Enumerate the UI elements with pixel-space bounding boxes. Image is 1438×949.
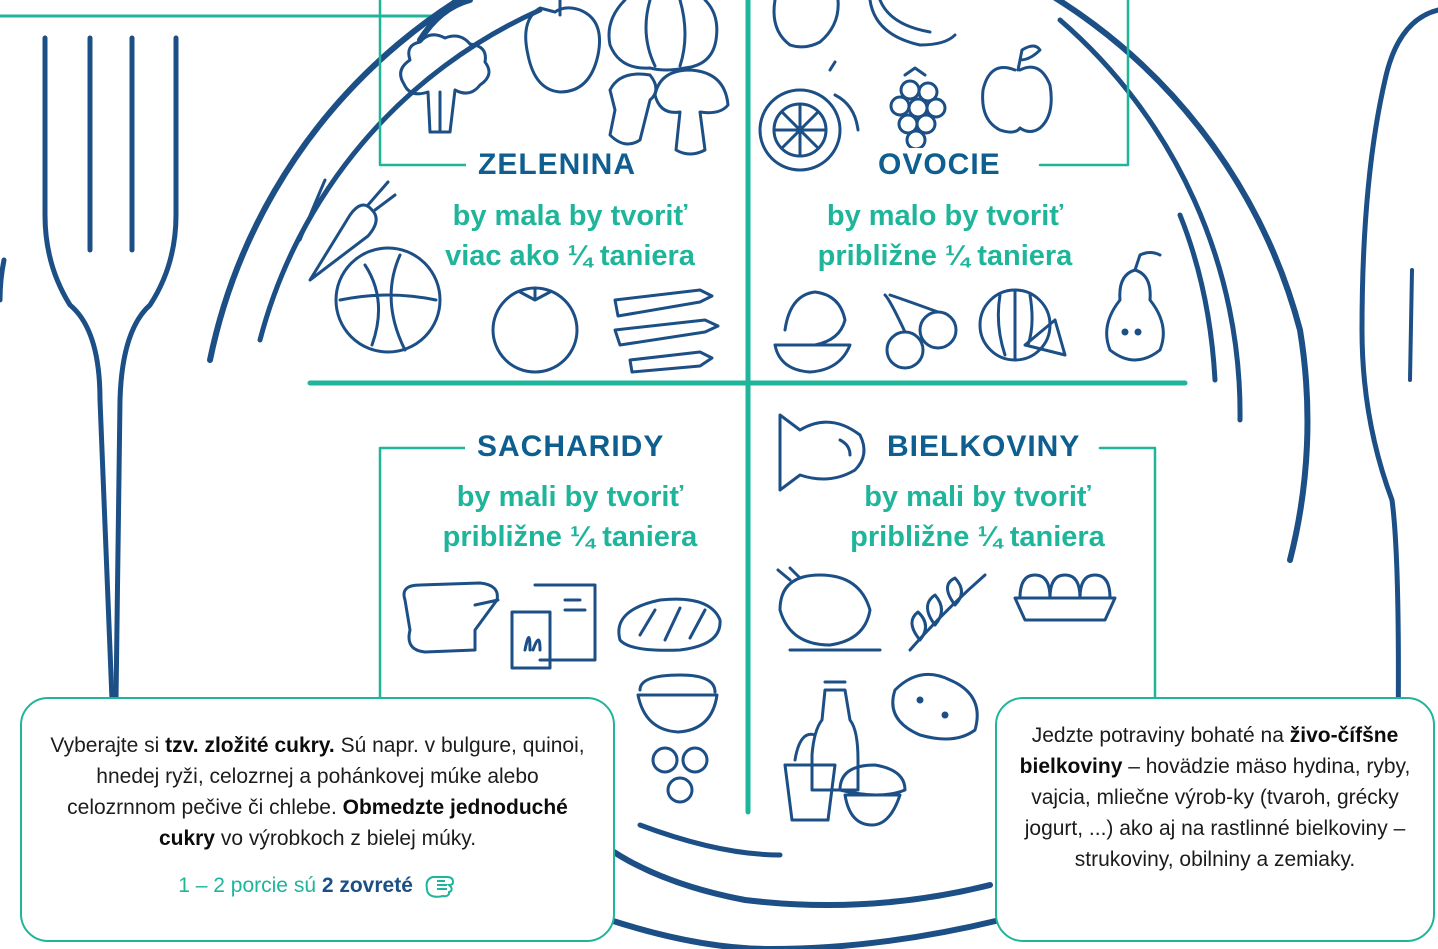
protein-text-1: Jedzte potraviny bohaté na xyxy=(1031,724,1290,747)
cherry-icon xyxy=(885,295,956,368)
carbs-info-box xyxy=(20,697,615,942)
bielkoviny-desc xyxy=(800,477,1155,557)
bielkoviny-line1: by mali by tvoriť xyxy=(864,481,1091,513)
protein-bold-1: živo-čífšne bielkoviny xyxy=(1019,724,1399,778)
carbs-portion-text: 1 – 2 porcie sú xyxy=(178,874,322,897)
cheese-icon xyxy=(785,734,905,825)
melon-icon xyxy=(980,290,1065,360)
sacharidy-line2: približne ¼ taniera xyxy=(442,521,698,553)
ovocie-line2: približne ¼ taniera xyxy=(817,240,1073,272)
eggs-icon xyxy=(1015,575,1115,620)
pumpkin-icon xyxy=(609,0,717,70)
orange-icon xyxy=(760,62,858,170)
protein-info-text xyxy=(1012,720,1418,875)
ovocie-desc xyxy=(770,196,1120,276)
potato-icon xyxy=(893,674,977,739)
blackberry-icon xyxy=(891,68,945,149)
sacharidy-line1: by mali by tvoriť xyxy=(456,481,684,513)
rice-bowl-icon xyxy=(638,675,717,732)
zelenina-line2: viac ako ¼ taniera xyxy=(445,240,695,272)
bielkoviny-title: BIELKOVINY xyxy=(875,430,1092,464)
carbs-portion xyxy=(42,870,593,901)
zelenina-line1: by mala by tvoriť xyxy=(452,200,688,232)
zelenina-title: ZELENINA xyxy=(466,148,648,182)
protein-text-2: – hovädzie mäso hydina, ryby, vajcia, mliečne výrob-ky (tvaroh, grécky jogurt, ...) ako aj na rastlinné bielkoviny – strukoviny, obilniny a zemiaky. xyxy=(1024,755,1411,871)
asparagus-icon xyxy=(615,290,718,372)
sacharidy-desc xyxy=(395,477,745,557)
strawberry-icon xyxy=(774,0,838,47)
apple-icon xyxy=(983,46,1052,132)
top-left-clipped-box xyxy=(0,0,455,16)
protein-info-box xyxy=(995,697,1435,942)
zelenina-desc xyxy=(400,196,740,276)
ovocie-title: OVOCIE xyxy=(866,148,1013,182)
bread-icon xyxy=(404,583,498,652)
pasta-icon xyxy=(653,748,707,802)
ovocie-line1: by malo by tvoriť xyxy=(826,200,1064,232)
bielkoviny-line2: približne ¼ taniera xyxy=(850,521,1105,553)
mushroom-icon xyxy=(610,70,728,154)
wheat-icon xyxy=(910,575,985,650)
baguette-icon xyxy=(619,599,720,650)
fork-icon xyxy=(0,38,176,700)
sacharidy-title: SACHARIDY xyxy=(465,430,676,464)
cereal-box-icon xyxy=(512,585,595,668)
carbs-text-3: vo výrobkoch z bielej múky. xyxy=(215,827,477,850)
carbs-text-1: Vyberajte si xyxy=(50,734,166,757)
carbs-text-2: Sú napr. v bulgure, quinoi, hnedej ryži, celozrnej a pohánkovej múke alebo celozrnnom pečive či chlebe. xyxy=(67,734,585,819)
tomato-icon xyxy=(493,288,577,372)
chicken-icon xyxy=(778,568,880,650)
carrot-icon xyxy=(300,180,395,280)
carbs-bold-2: Obmedzte jednoduché cukry xyxy=(158,796,568,850)
broccoli-icon xyxy=(401,35,489,132)
carbs-info-text xyxy=(42,730,593,854)
carbs-portion-bold: 2 zovreté xyxy=(321,874,413,897)
knife-edge xyxy=(1410,270,1412,380)
carbs-bold-1: tzv. zložité cukry. xyxy=(165,734,335,757)
knife-icon xyxy=(1362,10,1438,740)
mango-icon xyxy=(775,292,850,372)
banana-icon xyxy=(870,0,955,45)
fist-icon xyxy=(423,871,457,901)
